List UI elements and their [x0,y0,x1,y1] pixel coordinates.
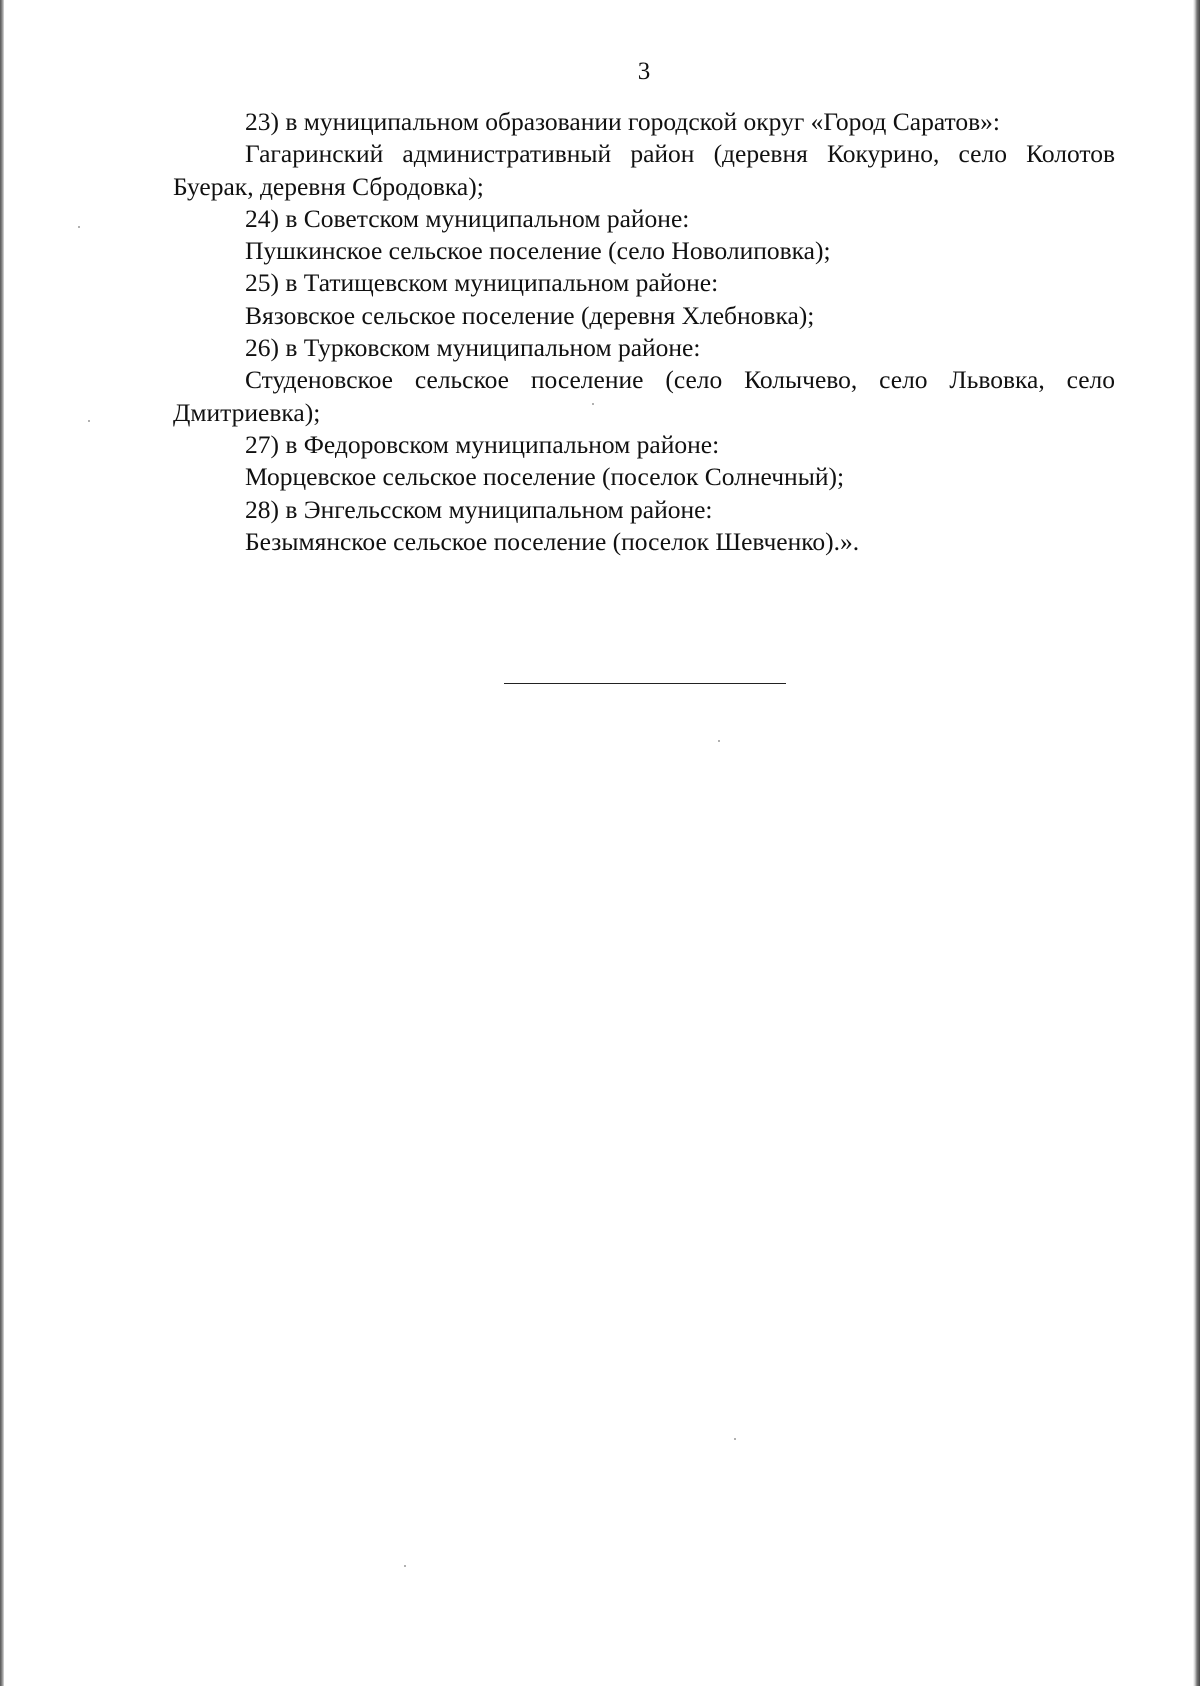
scan-speck [404,1565,406,1567]
paragraph-item-25: 25) в Татищевском муниципальном районе: [245,268,719,298]
page-number: 3 [637,58,651,85]
paragraph-vyazovskoe-settlement: Вязовское сельское поселение (деревня Хлебновка); [245,300,815,330]
paragraph-mortsevskoe-settlement: Морцевское сельское поселение (поселок Солнечный); [245,462,845,492]
paragraph-studenovskoe-settlement: Студеновское сельское поселение (село Колычево, село Львовка, село Дмитриевка); [173,365,1115,427]
scan-edge-right [1193,0,1200,1686]
paragraph-gagarinsky-district: Гагаринский административный район (деревня Кокурино, село Колотов Буерак, деревня Сбродовка); [173,139,1115,201]
paragraph-bezymyanskoe-settlement: Безымянское сельское поселение (поселок Шевченко).». [245,526,860,556]
scan-speck [78,226,80,228]
scan-speck [88,420,90,422]
scan-speck [718,740,720,742]
paragraph-item-24: 24) в Советском муниципальном районе: [245,203,690,233]
scan-speck [734,1438,736,1440]
document-body [173,106,1115,558]
scan-speck [592,403,594,405]
closing-separator-line [504,683,786,684]
paragraph-item-28: 28) в Энгельсском муниципальном районе: [245,494,713,524]
paragraph-item-23: 23) в муниципальном образовании городской округ «Город Саратов»: [245,107,1000,136]
paragraph-pushkinskoe-settlement: Пушкинское сельское поселение (село Новолиповка); [245,236,831,266]
paragraph-item-26: 26) в Турковском муниципальном районе: [245,333,701,363]
scan-edge-left [0,0,4,1686]
paragraph-item-27: 27) в Федоровском муниципальном районе: [245,429,720,459]
